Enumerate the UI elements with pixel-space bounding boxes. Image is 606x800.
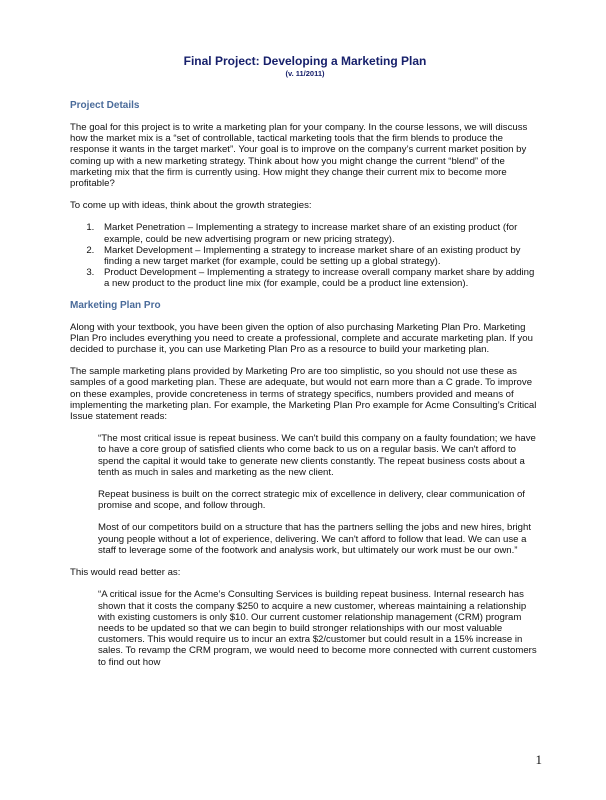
- paragraph-samples: The sample marketing plans provided by Marketing Pro are too simplistic, so you should not use these as samples of a good marketing plan. These are adequate, but would not earn more than a C grade. To improve on these examples, provide concreteness in terms of strategy specifics, numbers provided and means of implementing the marketing plan. For example, the Marketing Plan Pro example for Acme Consulting’s Critical Issue statement reads:: [70, 366, 537, 423]
- paragraph-textbook: Along with your textbook, you have been given the option of also purchasing Marketing Plan Pro. Marketing Plan Pro includes everything you need to create a professional, complete and accurate marketing plan. If you decided to purchase it, you can use Marketing Plan Pro as a resource to build your marketing plan.: [70, 321, 533, 356]
- list-item: 3. Product Development – Implementing a strategy to increase overall company market share by adding a new product to the product line mix (for example, could be a product line extension).: [97, 267, 540, 289]
- section-heading-project-details: Project Details: [70, 100, 140, 111]
- list-item: 2. Market Development – Implementing a strategy to increase market share of an existing product by finding a new target market (for example, could be setting up a global strategy).: [97, 245, 540, 267]
- paragraph-read-better: This would read better as:: [70, 567, 181, 579]
- section-heading-marketing-plan-pro: Marketing Plan Pro: [70, 299, 161, 311]
- document-page: [70, 54, 540, 668]
- growth-strategies-list: [70, 222, 540, 289]
- document-version: (v. 11/2011): [285, 69, 325, 78]
- document-title: Final Project: Developing a Marketing Plan: [183, 54, 427, 68]
- list-item: 1. Market Penetration – Implementing a strategy to increase market share of an existing product (for example, could be new advertising program or new pricing strategy).: [97, 222, 540, 244]
- quote-paragraph: Repeat business is built on the correct strategic mix of excellence in delivery, clear communication of promise and scope, and follow through.: [98, 489, 525, 512]
- paragraph-growth-intro: To come up with ideas, think about the growth strategies:: [70, 200, 312, 212]
- quote-paragraph: “The most critical issue is repeat business. We can't build this company on a faulty foundation; we have to have a core group of satisfied clients who come back to us on a regular basis. We can't afford to spend the capital it would take to generate new clients constantly. The repeat business costs about a tenth as much in sales and marketing as the new client.: [98, 433, 536, 478]
- quote-paragraph: Most of our competitors build on a structure that has the partners selling the jobs and new hires, bright young people without a lot of experience, delivering. We can't afford to follow that lead. We can use a staff to leverage some of the footwork and analysis work, but ultimately our work must be our own.”: [98, 522, 532, 556]
- page-number: 1: [535, 752, 542, 767]
- paragraph-goal: The goal for this project is to write a marketing plan for your company. In the course lessons, we will discuss how the market mix is a “set of controllable, tactical marketing tools that the firm blends to produce the response it wants in the target market”. Your goal is to improve on the company’s current market position by coming up with a new marketing strategy. Think about how you might change the current “blend” of the marketing mix that the firm is currently using. How might they change their current mix to become more profitable?: [70, 122, 528, 190]
- quote-paragraph: “A critical issue for the Acme’s Consulting Services is building repeat business. Internal research has shown that it costs the company $250 to acquire a new customer, whereas maintaining a relationship with existing customers is only $10. Our current customer relationship management (CRM) program needs to be updated so that we can begin to build stronger relationships with our most valuable customers. This would require us to incur an extra $2/customer but could result in a 15% increase in sales. To revamp the CRM program, we would need to become more connected with current customers to find out how: [98, 589, 537, 668]
